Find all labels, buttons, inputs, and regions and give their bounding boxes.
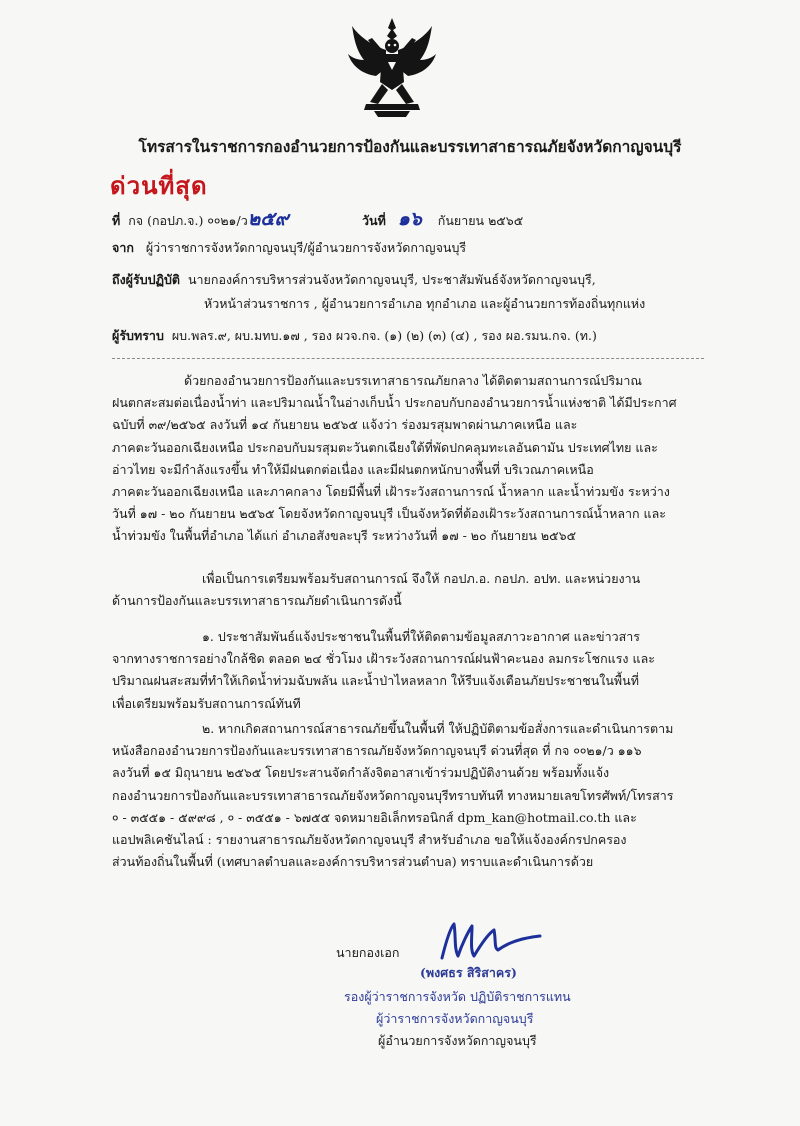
item2-line: ० - ๓๕๕๑ - ๕๙๙๘ , ० - ๓๕๕๑ - ๖๗๕๕ จดหมายอิเล็กทรอนิกส์ dpm_kan@hotmail.co.th และ (112, 809, 637, 825)
item1-line: ๑. ประชาสัมพันธ์แจ้งประชาชนในพื้นที่ให้ติดตามข้อมูลสภาวะอากาศ และข่าวสาร (202, 629, 641, 644)
item2-line: หนังสือกองอำนวยการป้องกันและบรรเทาสาธารณภัยจังหวัดกาญจนบุรี ด่วนที่สุด ที่ กจ ००๒๑/ว ๑๑๖ (112, 743, 642, 759)
date-line (362, 204, 523, 234)
para1-line: ฉบับที่ ๓๙/๒๕๖๕ ลงวันที่ ๑๔ กันยายน ๒๕๖๕ แจ้งว่า ร่องมรสุมพาดผ่านภาคเหนือ และ (112, 417, 578, 433)
para2-line: เพื่อเป็นการเตรียมพร้อมรับสถานการณ์ จึงให้ กอปภ.อ. กอปภ. อปท. และหน่วยงาน (202, 571, 641, 586)
ref-number-handwritten: ๒๕๙ (247, 208, 289, 230)
paragraph-1 (112, 370, 712, 548)
item-2 (112, 718, 712, 873)
signer-stamp-2: ผู้ว่าราชการจังหวัดกาญจนบุรี (376, 1011, 534, 1026)
item2-line: แอปพลิเคชันไลน์ : รายงานสาธารณภัยจังหวัดกาญจนบุรี สำหรับอำเภอ ขอให้แจ้งองค์กรปกครอง (112, 831, 627, 847)
signer-rank: นายกองเอก (336, 945, 400, 960)
document-title: โทรสารในราชการกองอำนวยการป้องกันและบรรเทาสาธารณภัยจังหวัดกาญจนบุรี (138, 137, 682, 156)
paragraph-2 (112, 568, 712, 612)
para1-line: ด้วยกองอำนวยการป้องกันและบรรเทาสาธารณภัยกลาง ได้ติดตามสถานการณ์ปริมาณ (184, 373, 643, 388)
garuda-emblem (346, 16, 438, 118)
to-line-2: หัวหน้าส่วนราชการ , ผู้อำนวยการอำเภอ ทุกอำเภอ และผู้อำนวยการท้องถิ่นทุกแห่ง (204, 296, 646, 311)
cc-line (112, 326, 597, 346)
item1-line: เพื่อเตรียมพร้อมรับสถานการณ์ทันที (112, 695, 301, 711)
from-label: จาก (112, 240, 134, 255)
to-line-1: นายกองค์การบริหารส่วนจังหวัดกาญจนบุรี, ประชาสัมพันธ์จังหวัดกาญจนบุรี, (187, 272, 596, 287)
item2-line: ส่วนท้องถิ่นในพื้นที่ (เทศบาลตำบลและองค์การบริหารส่วนตำบล) ทราบและดำเนินการด้วย (112, 854, 594, 870)
signer-name: (พงศธร สิริสาคร) (420, 965, 517, 980)
to-line (112, 270, 596, 290)
day-handwritten: ๑๖ (397, 208, 422, 230)
reference-line (112, 204, 289, 234)
para1-line: ฝนตกสะสมต่อเนื่องน้ำท่า และปริมาณน้ำในอ่างเก็บน้ำ ประกอบกับกองอำนวยการน้ำแห่งชาติ ได้มีประกาศ (112, 395, 677, 411)
item2-line: กองอำนวยการป้องกันและบรรเทาสาธารณภัยจังหวัดกาญจนบุรีทราบทันที ทางหมายเลขโทรศัพท์/โทรสาร (112, 787, 674, 803)
handwritten-signature (436, 918, 546, 966)
header-divider (112, 358, 704, 359)
from-value: ผู้ว่าราชการจังหวัดกาญจนบุรี/ผู้อำนวยการจังหวัดกาญจนบุรี (145, 240, 467, 255)
item1-line: ปริมาณฝนสะสมที่ทำให้เกิดน้ำท่วมฉับพลัน และน้ำป่าไหลหลาก ให้รีบแจ้งเตือนภัยประชาชนในพื้นที่ (112, 673, 639, 689)
para1-line: น้ำท่วมขัง ในพื้นที่อำเภอ ได้แก่ อำเภอสังขละบุรี ระหว่างวันที่ ๑๗ - ๒๐ กันยายน ๒๕๖๕ (112, 528, 577, 544)
cc-label: ผู้รับทราบ (112, 328, 164, 343)
to-label: ถึงผู้รับปฏิบัติ (112, 272, 181, 287)
signer-position: ผู้อำนวยการจังหวัดกาญจนบุรี (378, 1033, 537, 1048)
para1-line: ภาคตะวันออกเฉียงเหนือ และภาคกลาง โดยมีพื้นที่ เฝ้าระวังสถานการณ์ น้ำหลาก และน้ำท่วมขัง ระหว่าง (112, 483, 670, 499)
cc-value: ผบ.พลร.๙, ผบ.มทบ.๑๗ , รอง ผวจ.กจ. (๑) (๒) (๓) (๔) , รอง ผอ.รมน.กจ. (ท.) (171, 328, 597, 343)
item2-line: ลงวันที่ ๑๕ มิถุนายน ๒๕๖๕ โดยประสานจัดกำลังจิตอาสาเข้าร่วมปฏิบัติงานด้วย พร้อมทั้งแจ้ง (112, 765, 610, 781)
para1-line: อ่าวไทย จะมีกำลังแรงขึ้น ทำให้มีฝนตกต่อเนื่อง และมีฝนตกหนักบางพื้นที่ บริเวณภาคเหนือ (112, 461, 594, 477)
para1-line: ภาคตะวันออกเฉียงเหนือ ประกอบกับมรสุมตะวันตกเฉียงใต้ที่พัดปกคลุมทะเลอันดามัน ประเทศไทย และ (112, 439, 658, 455)
item-1 (112, 626, 712, 715)
from-line (112, 238, 466, 258)
date-label: วันที่ (362, 213, 386, 228)
ref-label: ที่ (112, 213, 121, 228)
month-year: กันยายน ๒๕๖๕ (437, 213, 524, 228)
urgent-label: ด่วนที่สุด (110, 171, 208, 200)
ref-number: กจ (กอปภ.จ.) ००๒๑/ว (128, 213, 248, 228)
signer-stamp-1: รองผู้ว่าราชการจังหวัด ปฏิบัติราชการแทน (344, 989, 571, 1004)
item1-line: จากทางราชการอย่างใกล้ชิด ตลอด ๒๔ ชั่วโมง เฝ้าระวังสถานการณ์ฝนฟ้าคะนอง ลมกระโชกแรง และ (112, 651, 655, 667)
item2-line: ๒. หากเกิดสถานการณ์สาธารณภัยขึ้นในพื้นที่ ให้ปฏิบัติตามข้อสั่งการและดำเนินการตาม (202, 721, 674, 736)
para1-line: วันที่ ๑๗ - ๒๐ กันยายน ๒๕๖๕ โดยจังหวัดกาญจนบุรี เป็นจังหวัดที่ต้องเฝ้าระวังสถานการณ์น้ำหลาก และ (112, 506, 666, 522)
para2-line: ด้านการป้องกันและบรรเทาสาธารณภัยดำเนินการดังนี้ (112, 593, 402, 609)
